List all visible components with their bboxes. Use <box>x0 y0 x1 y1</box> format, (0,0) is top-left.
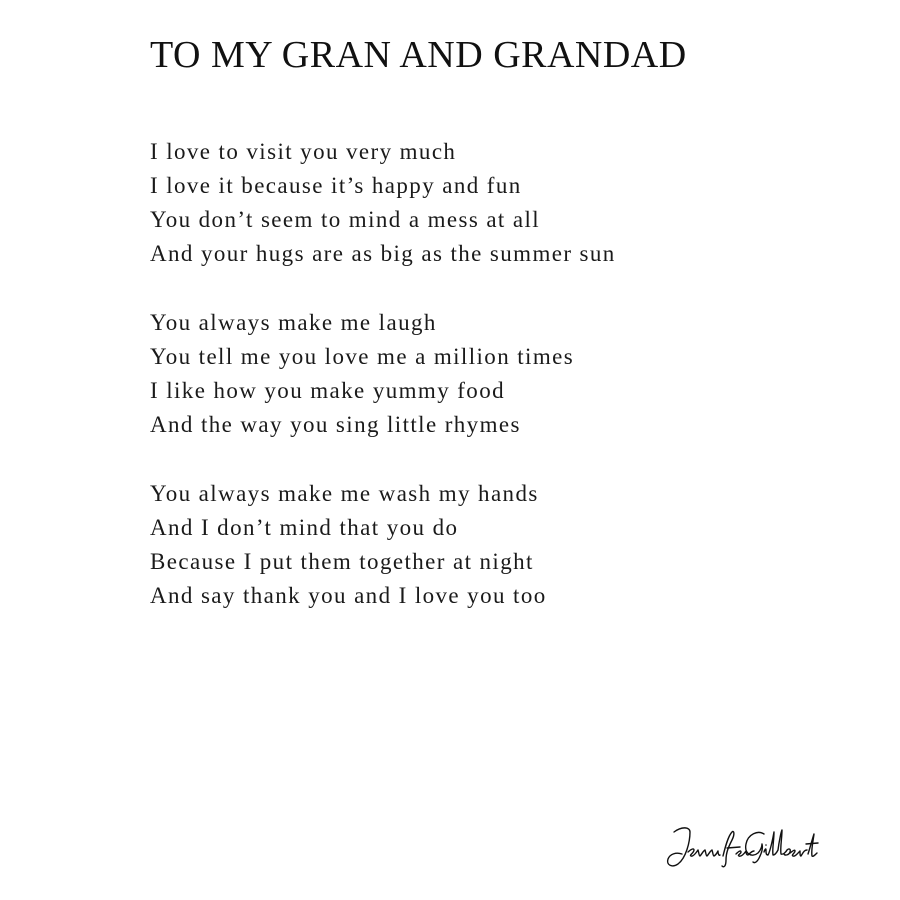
poem-title: TO MY GRAN AND GRANDAD <box>150 34 687 76</box>
poem-line: I love to visit you very much <box>150 139 457 164</box>
poem-line: And the way you sing little rhymes <box>150 412 521 437</box>
poem-line: And your hugs are as big as the summer sun <box>150 241 616 266</box>
stanza <box>150 135 800 271</box>
poem-line: You always make me wash my hands <box>150 481 539 506</box>
poem-line: I love it because it’s happy and fun <box>150 173 522 198</box>
poem-line: And say thank you and I love you too <box>150 583 547 608</box>
poem-line: You don’t seem to mind a mess at all <box>150 207 541 232</box>
poem-line: You tell me you love me a million times <box>150 344 575 369</box>
poem-line: Because I put them together at night <box>150 549 534 574</box>
poem-body <box>150 135 800 648</box>
handwritten-signature <box>660 818 820 878</box>
stanza <box>150 477 800 613</box>
poem-line: And I don’t mind that you do <box>150 515 459 540</box>
poem-line: You always make me laugh <box>150 310 437 335</box>
stanza <box>150 306 800 442</box>
poem-line: I like how you make yummy food <box>150 378 506 403</box>
